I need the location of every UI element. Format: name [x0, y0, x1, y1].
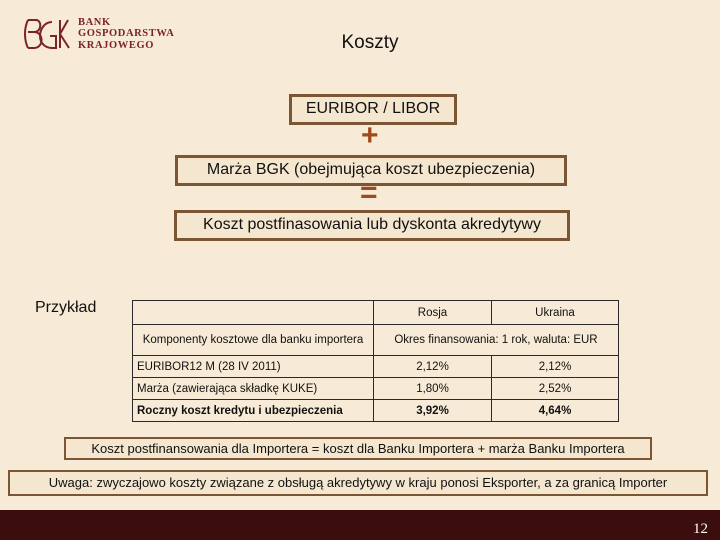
- row-label: EURIBOR12 M (28 IV 2011): [133, 356, 374, 378]
- example-label: Przykład: [35, 299, 97, 316]
- table-header-cell: [133, 301, 374, 325]
- table-header-rosja: Rosja: [374, 301, 492, 325]
- bgk-margin-box: Marża BGK (obejmująca koszt ubezpieczenia): [175, 155, 567, 186]
- logo-line-gospodarstwa: GOSPODARSTWA: [78, 28, 175, 40]
- footer-bar: [0, 510, 720, 540]
- table-row: [133, 325, 619, 356]
- ukraina-value: 2,52%: [492, 378, 619, 400]
- logo-line-krajowego: KRAJOWEGO: [78, 39, 154, 51]
- ukraina-value: 2,12%: [492, 356, 619, 378]
- logo-line-bank: BANK: [78, 16, 111, 28]
- euribor-libor-box: EURIBOR / LIBOR: [289, 94, 457, 125]
- page-number: 12: [693, 521, 708, 537]
- row-label: Roczny koszt kredytu i ubezpieczenia: [133, 400, 374, 422]
- table-row: [133, 356, 619, 378]
- postfinancing-formula-note: Koszt postfinansowania dla Importera = koszt dla Banku Importera + marża Banku Importera: [64, 437, 652, 460]
- rosja-value: 3,92%: [374, 400, 492, 422]
- components-label: Komponenty kosztowe dla banku importera: [133, 325, 374, 356]
- row-label: Marża (zawierająca składkę KUKE): [133, 378, 374, 400]
- equals-operator: =: [360, 176, 378, 209]
- rosja-value: 2,12%: [374, 356, 492, 378]
- table-row: [133, 400, 619, 422]
- cost-allocation-note: Uwaga: zwyczajowo koszty związane z obsługą akredytywy w kraju ponosi Eksporter, a za granicą Importer: [8, 470, 708, 496]
- cost-table: [132, 300, 619, 422]
- postfinancing-cost-box: Koszt postfinasowania lub dyskonta akredytywy: [174, 210, 570, 241]
- table-header-row: [133, 301, 619, 325]
- plus-operator: +: [361, 119, 379, 152]
- table-row: [133, 378, 619, 400]
- period-note: Okres finansowania: 1 rok, waluta: EUR: [374, 325, 619, 356]
- page-title: Koszty: [341, 32, 399, 53]
- rosja-value: 1,80%: [374, 378, 492, 400]
- table-header-ukraina: Ukraina: [492, 301, 619, 325]
- ukraina-value: 4,64%: [492, 400, 619, 422]
